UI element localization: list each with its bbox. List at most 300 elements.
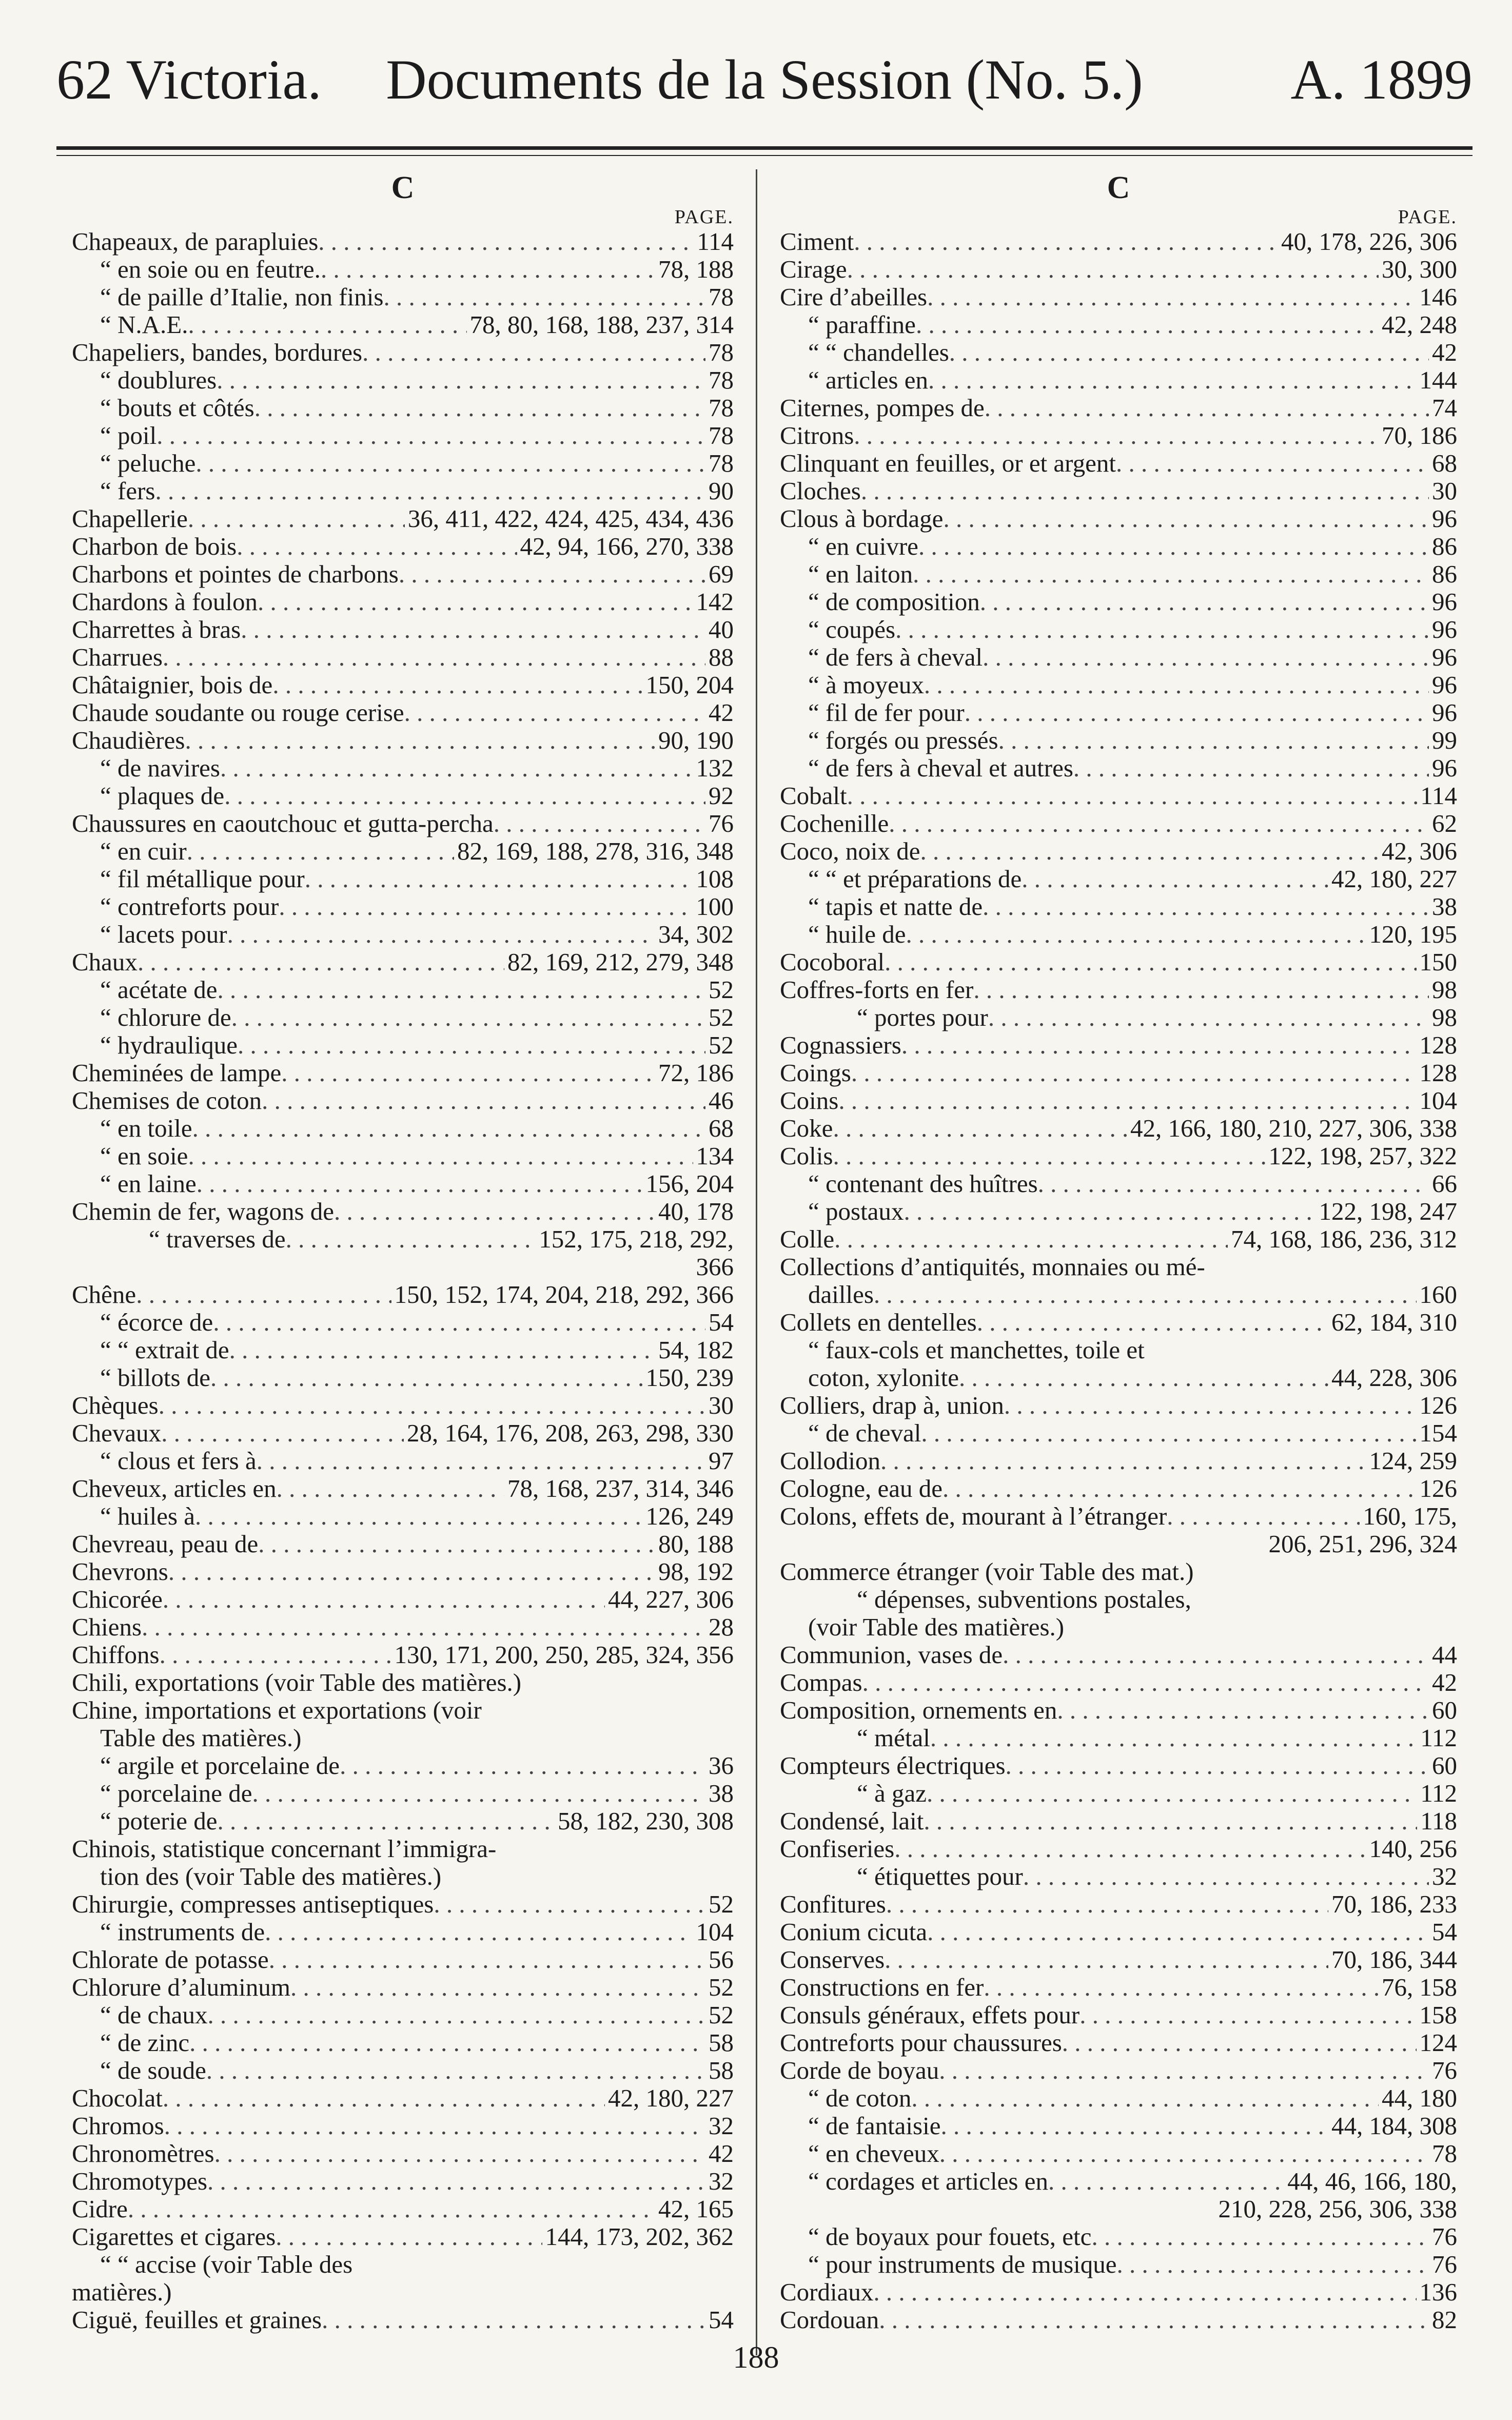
index-entry	[72, 810, 734, 837]
index-entry	[780, 1780, 1457, 1807]
entry-term: Coings	[780, 1059, 851, 1087]
index-entry	[780, 256, 1457, 283]
entry-term: “ paraffine	[808, 310, 916, 339]
entry-term: Colons, effets de, mourant à l’étranger	[780, 1502, 1167, 1530]
entry-term: dailles	[808, 1280, 874, 1309]
entry-term: Composition, ornements en	[780, 1696, 1057, 1724]
entry-pages: 74	[1432, 394, 1457, 422]
entry-pages: 76	[1432, 2250, 1457, 2278]
entry-term: “ de composition	[808, 588, 980, 616]
index-entry	[780, 671, 1457, 699]
entry-term: Cidre	[72, 2195, 128, 2223]
index-entry	[780, 2112, 1457, 2140]
dot-leader	[833, 1142, 1265, 1170]
index-entry	[72, 1530, 734, 1558]
index-entry	[780, 1890, 1457, 1918]
entry-term: “ argile et porcelaine de	[100, 1751, 340, 1780]
entry-term: Chemin de fer, wagons de	[72, 1197, 335, 1225]
dot-leader	[927, 283, 1416, 311]
entry-pages: 150, 239	[645, 1363, 734, 1392]
entry-term: Chlorure d’aluminum	[72, 1973, 290, 2001]
entry-term: “ clous et fers à	[100, 1447, 257, 1475]
entry-pages: 146	[1419, 283, 1457, 311]
index-entry	[72, 1724, 734, 1752]
entry-pages: 42, 165	[658, 2195, 734, 2223]
entry-term: Chevrons	[72, 1557, 168, 1586]
index-entry	[72, 1170, 734, 1198]
entry-term: “ de chaux	[100, 2001, 208, 2029]
dot-leader	[885, 1946, 1328, 1974]
entry-pages: 58	[709, 2028, 734, 2057]
dot-leader	[904, 1198, 1315, 1225]
entry-term: Chapeliers, bandes, bordures	[72, 338, 363, 366]
entry-pages: 150	[1419, 948, 1457, 976]
dot-leader	[290, 1974, 705, 2001]
index-entry	[72, 2251, 734, 2278]
entry-pages: 126, 249	[645, 1502, 734, 1530]
entry-term: “ de navires	[100, 754, 220, 782]
entry-pages: 54	[709, 1308, 734, 1336]
entry-term: “ doublures	[100, 366, 217, 394]
index-entry	[780, 1198, 1457, 1225]
entry-term: Chardons à foulon	[72, 588, 258, 616]
entry-term: Cocoboral	[780, 948, 885, 976]
entry-term: “ étiquettes pour	[857, 1862, 1023, 1890]
index-entry	[72, 893, 734, 921]
dot-leader	[213, 1309, 705, 1336]
dot-leader	[185, 727, 655, 754]
entry-term: Chevreau, peau de	[72, 1530, 259, 1558]
dot-leader	[434, 1890, 705, 1918]
entry-pages: 52	[709, 2001, 734, 2029]
dot-leader	[189, 2029, 705, 2057]
entry-pages: 78	[709, 366, 734, 394]
entry-term: Chlorate de potasse	[72, 1945, 269, 1974]
entry-pages: 126	[1419, 1391, 1457, 1419]
entry-pages: 70, 186, 233	[1331, 1890, 1457, 1918]
index-entry	[72, 283, 734, 311]
dot-leader	[163, 643, 705, 671]
dot-leader	[942, 1475, 1416, 1502]
entry-term: Cobalt	[780, 782, 847, 810]
index-entry	[780, 1835, 1457, 1863]
dot-leader	[305, 865, 693, 893]
entry-pages: 112	[1420, 1779, 1457, 1807]
dot-leader	[262, 1087, 705, 1115]
entry-term: “ métal	[857, 1724, 930, 1752]
header-rule-thin	[56, 155, 1472, 156]
entry-pages: 78	[709, 338, 734, 366]
index-entry	[72, 1696, 734, 1724]
dot-leader	[886, 1890, 1328, 1918]
entry-term: Chapeaux, de parapluies	[72, 227, 319, 256]
entry-term: Coco, noix de	[780, 837, 920, 865]
entry-term: Chromotypes	[72, 2167, 208, 2195]
entry-term: Cheminées de lampe	[72, 1059, 282, 1087]
dot-leader	[197, 1170, 643, 1198]
entry-pages: 114	[1420, 782, 1457, 810]
index-entry	[72, 754, 734, 782]
entry-pages: 128	[1419, 1059, 1457, 1087]
page-number: 188	[733, 2340, 779, 2374]
index-entry	[72, 727, 734, 754]
entry-term: “ écorce de	[100, 1308, 213, 1336]
entry-pages: 90, 190	[658, 726, 734, 754]
entry-pages: 56	[709, 1945, 734, 1974]
index-entry	[72, 560, 734, 588]
entry-term: Colliers, drap à, union	[780, 1391, 1004, 1419]
dot-leader	[272, 671, 642, 699]
index-entry	[72, 2112, 734, 2140]
index-entry	[72, 2195, 734, 2223]
entry-term: Ciment	[780, 227, 854, 256]
entry-pages: 76	[709, 809, 734, 837]
index-entry	[780, 477, 1457, 505]
index-entry	[72, 2306, 734, 2334]
entry-pages: 108	[696, 865, 734, 893]
entry-pages: 70, 186, 344	[1331, 1945, 1457, 1974]
entry-pages: 44, 184, 308	[1331, 2112, 1457, 2140]
dot-leader	[927, 1780, 1417, 1807]
entry-pages: 70, 186	[1382, 421, 1457, 450]
index-entry	[72, 1974, 734, 2001]
entry-term: Chaude soudante ou rouge cerise	[72, 698, 404, 727]
dot-leader	[227, 921, 655, 948]
entry-term: Collodion	[780, 1447, 881, 1475]
entry-term: Chicorée	[72, 1585, 163, 1613]
index-entry	[72, 643, 734, 671]
entry-term: Cognassiers	[780, 1031, 901, 1059]
index-entry	[72, 1918, 734, 1946]
dot-leader	[138, 948, 504, 976]
entry-term: Cologne, eau de	[780, 1474, 943, 1502]
entry-pages: 78, 188	[658, 255, 734, 283]
index-entry	[72, 1364, 734, 1392]
index-entry	[72, 477, 734, 505]
entry-term: “ de coton	[808, 2084, 912, 2112]
dot-leader	[404, 699, 705, 727]
entry-pages: 96	[1432, 615, 1457, 643]
entry-pages: 98, 192	[658, 1557, 734, 1586]
index-entry	[72, 1309, 734, 1336]
index-entry	[780, 1253, 1457, 1281]
dot-leader	[241, 616, 705, 643]
index-column-left	[72, 169, 734, 2334]
index-entry	[780, 450, 1457, 477]
entry-term: “ de fers à cheval et autres	[808, 754, 1073, 782]
entry-term: coton, xylonite	[808, 1363, 959, 1392]
dot-leader	[838, 1087, 1416, 1115]
dot-leader	[879, 2306, 1429, 2334]
index-entry	[780, 394, 1457, 422]
index-entry	[72, 1004, 734, 1031]
dot-leader	[973, 976, 1429, 1004]
index-entry	[72, 1613, 734, 1641]
entry-pages: 78	[709, 283, 734, 311]
entry-term: Colle	[780, 1225, 835, 1253]
entry-term: Commerce étranger (voir Table des mat.)	[780, 1557, 1194, 1586]
index-entry	[780, 1558, 1457, 1586]
entry-pages: 30	[709, 1391, 734, 1419]
entry-term: Citernes, pompes de	[780, 394, 985, 422]
dot-leader	[924, 1807, 1417, 1835]
index-entry	[780, 2251, 1457, 2278]
entry-pages: 122, 198, 257, 322	[1268, 1142, 1457, 1170]
index-entry	[72, 2168, 734, 2195]
entry-pages: 30, 300	[1382, 255, 1457, 283]
index-entry	[780, 1225, 1457, 1253]
index-entry	[780, 837, 1457, 865]
dot-leader	[214, 2140, 705, 2168]
entry-pages: 58, 182, 230, 308	[558, 1807, 734, 1835]
dot-leader	[254, 394, 705, 422]
entry-pages: 82, 169, 212, 279, 348	[507, 948, 734, 976]
dot-leader	[334, 1198, 655, 1225]
dot-leader	[1048, 2168, 1284, 2195]
dot-leader	[257, 1447, 705, 1475]
entry-pages: 54, 182	[658, 1336, 734, 1364]
entry-term: Condensé, lait	[780, 1807, 924, 1835]
entry-term: matières.)	[72, 2278, 172, 2306]
entry-pages: 42	[709, 2139, 734, 2168]
dot-leader	[901, 1031, 1417, 1059]
entry-pages: 44, 180	[1382, 2084, 1457, 2112]
index-entry	[780, 1863, 1457, 1890]
index-entry	[72, 699, 734, 727]
entry-term: “ à moyeux	[808, 671, 924, 699]
entry-term: Coffres-forts en fer	[780, 975, 974, 1004]
entry-pages: 36, 411, 422, 424, 425, 434, 436	[407, 504, 734, 533]
index-entry	[780, 616, 1457, 643]
entry-term: Cigarettes et cigares	[72, 2222, 276, 2251]
dot-leader	[1062, 2029, 1417, 2057]
index-entry	[780, 339, 1457, 366]
dot-leader	[1022, 865, 1328, 893]
dot-leader	[885, 948, 1416, 976]
index-entry	[72, 394, 734, 422]
entry-pages: 142	[696, 588, 734, 616]
entry-term: “ plaques de	[100, 782, 225, 810]
entry-pages: 52	[709, 1031, 734, 1059]
entry-pages: 42, 166, 180, 210, 227, 306, 338	[1130, 1114, 1457, 1142]
entry-term: Chirurgie, compresses antiseptiques	[72, 1890, 434, 1918]
dot-leader	[1023, 1863, 1429, 1890]
dot-leader	[834, 1225, 1228, 1253]
entry-term: “ huiles à	[100, 1502, 195, 1530]
entry-pages: 97	[709, 1447, 734, 1475]
index-entry	[780, 1669, 1457, 1696]
entry-pages: 78	[709, 421, 734, 450]
index-entry	[72, 616, 734, 643]
entry-term: Ciguë, feuilles et graines	[72, 2306, 322, 2334]
entry-term: “ en laine	[100, 1169, 197, 1198]
index-entry	[72, 228, 734, 256]
entry-pages: 112	[1420, 1724, 1457, 1752]
header-rule-thick	[56, 146, 1472, 150]
dot-leader	[187, 837, 454, 865]
dot-leader	[1073, 754, 1429, 782]
index-entry	[72, 256, 734, 283]
entry-pages: 68	[1432, 449, 1457, 477]
index-entry	[780, 643, 1457, 671]
entry-list	[72, 228, 734, 2334]
entry-term: “ contenant des huîtres	[808, 1169, 1038, 1198]
dot-leader	[880, 1447, 1366, 1475]
dot-leader	[930, 1724, 1417, 1752]
dot-leader	[1117, 2251, 1429, 2278]
entry-pages: 210, 228, 256, 306, 338	[1218, 2195, 1457, 2223]
index-entry	[780, 422, 1457, 450]
dot-leader	[833, 1115, 1127, 1142]
entry-pages: 152, 175, 218, 292,	[539, 1225, 734, 1253]
dot-leader	[276, 2223, 542, 2251]
entry-pages: 52	[709, 1890, 734, 1918]
entry-term: “ bouts et côtés	[100, 394, 254, 422]
index-entry	[72, 1890, 734, 1918]
entry-term: Cirage	[780, 255, 847, 283]
dot-leader	[142, 1613, 705, 1641]
entry-term: “ fers	[100, 477, 155, 505]
entry-pages: 28	[709, 1613, 734, 1641]
index-entry	[780, 2084, 1457, 2112]
dot-leader	[940, 2112, 1328, 2140]
entry-pages: 104	[696, 1918, 734, 1946]
header-title: Documents de la Session (No. 5.)	[386, 48, 1143, 111]
entry-term: “ en soie	[100, 1142, 188, 1170]
dot-leader	[136, 1281, 391, 1309]
index-entry	[780, 1087, 1457, 1115]
dot-leader	[258, 588, 693, 616]
index-entry	[72, 948, 734, 976]
entry-pages: 42	[709, 698, 734, 727]
entry-pages: 46	[709, 1086, 734, 1115]
dot-leader	[1003, 1641, 1429, 1669]
index-entry	[72, 1807, 734, 1835]
column-heading	[780, 169, 1457, 206]
dot-leader	[895, 616, 1429, 643]
dot-leader	[1116, 450, 1429, 477]
entry-pages: 104	[1419, 1086, 1457, 1115]
dot-leader	[188, 505, 405, 533]
entry-pages: 124, 259	[1369, 1447, 1457, 1475]
entry-term: “ “ chandelles	[808, 338, 949, 366]
entry-term: Cordouan	[780, 2306, 879, 2334]
dot-leader	[195, 1502, 642, 1530]
dot-leader	[861, 477, 1429, 505]
entry-pages: 80, 188	[658, 1530, 734, 1558]
dot-leader	[188, 311, 466, 339]
entry-pages: 120, 195	[1369, 920, 1457, 948]
entry-pages: 122, 198, 247	[1319, 1197, 1457, 1225]
dot-leader	[220, 754, 693, 782]
entry-term: Chevaux	[72, 1419, 162, 1447]
entry-term: “ contreforts pour	[100, 892, 279, 921]
index-entry	[72, 2140, 734, 2168]
entry-term: “ peluche	[100, 449, 196, 477]
entry-term: Collets en dentelles	[780, 1308, 977, 1336]
entry-pages: 144	[1419, 366, 1457, 394]
entry-pages: 42, 180, 227	[608, 2084, 734, 2112]
entry-term: “ forgés ou pressés	[808, 726, 998, 754]
running-header	[56, 49, 1472, 110]
index-entry	[780, 1807, 1457, 1835]
entry-pages: 124	[1419, 2028, 1457, 2057]
entry-pages: 36	[709, 1751, 734, 1780]
index-entry	[780, 810, 1457, 837]
entry-pages: 96	[1432, 643, 1457, 671]
header-year: A. 1899	[1290, 48, 1472, 111]
entry-pages: 60	[1432, 1751, 1457, 1780]
dot-leader	[231, 1004, 705, 1031]
dot-leader	[916, 311, 1379, 339]
dot-leader	[322, 2306, 705, 2334]
index-entry	[780, 2278, 1457, 2306]
index-entry	[72, 1669, 734, 1696]
dot-leader	[161, 1419, 404, 1447]
entry-term: “ de cheval	[808, 1419, 921, 1447]
entry-term: Clinquant en feuilles, or et argent	[780, 449, 1116, 477]
dot-leader	[383, 283, 705, 311]
entry-term: Corde de boyau	[780, 2056, 939, 2084]
entry-term: Chemises de coton	[72, 1086, 262, 1115]
entry-pages: 96	[1432, 698, 1457, 727]
index-entry	[780, 1309, 1457, 1336]
index-entry	[780, 2168, 1457, 2195]
index-entry	[72, 1558, 734, 1586]
dot-leader	[847, 256, 1379, 283]
entry-term: “ de soude	[100, 2056, 206, 2084]
dot-leader	[163, 1586, 605, 1613]
index-entry	[780, 865, 1457, 893]
index-entry	[72, 1946, 734, 1974]
entry-pages: 62	[1432, 809, 1457, 837]
dot-leader	[218, 1807, 555, 1835]
dot-leader	[889, 810, 1429, 837]
entry-term: “ N.A.E.	[100, 310, 188, 339]
entry-term: Chili, exportations (voir Table des matières.)	[72, 1668, 522, 1696]
dot-leader	[160, 1641, 391, 1669]
dot-leader	[269, 1946, 705, 1974]
entry-pages: 128	[1419, 1031, 1457, 1059]
entry-term: “ “ extrait de	[100, 1336, 229, 1364]
index-entry	[72, 2084, 734, 2112]
dot-leader	[281, 1059, 655, 1087]
index-entry	[780, 948, 1457, 976]
index-entry	[780, 1170, 1457, 1198]
entry-term: Chêne	[72, 1280, 136, 1309]
entry-pages: 30	[1432, 477, 1457, 505]
index-entry	[780, 727, 1457, 754]
index-entry	[780, 1586, 1457, 1613]
index-entry	[780, 311, 1457, 339]
index-entry	[780, 1447, 1457, 1475]
index-entry	[72, 671, 734, 699]
entry-term: Table des matières.)	[100, 1724, 302, 1752]
index-entry	[780, 1475, 1457, 1502]
entry-term: Coins	[780, 1086, 839, 1115]
index-entry	[780, 1696, 1457, 1724]
entry-pages: 98	[1432, 1003, 1457, 1031]
entry-term: Cordiaux	[780, 2278, 874, 2306]
entry-term: (voir Table des matières.)	[808, 1613, 1065, 1641]
entry-pages: 52	[709, 1973, 734, 2001]
entry-pages: 54	[709, 2306, 734, 2334]
index-entry	[72, 1835, 734, 1863]
entry-term: “ billots de	[100, 1363, 211, 1392]
entry-term: “ coupés	[808, 615, 896, 643]
entry-term: “ porcelaine de	[100, 1779, 252, 1807]
entry-term: “ fil métallique pour	[100, 865, 305, 893]
